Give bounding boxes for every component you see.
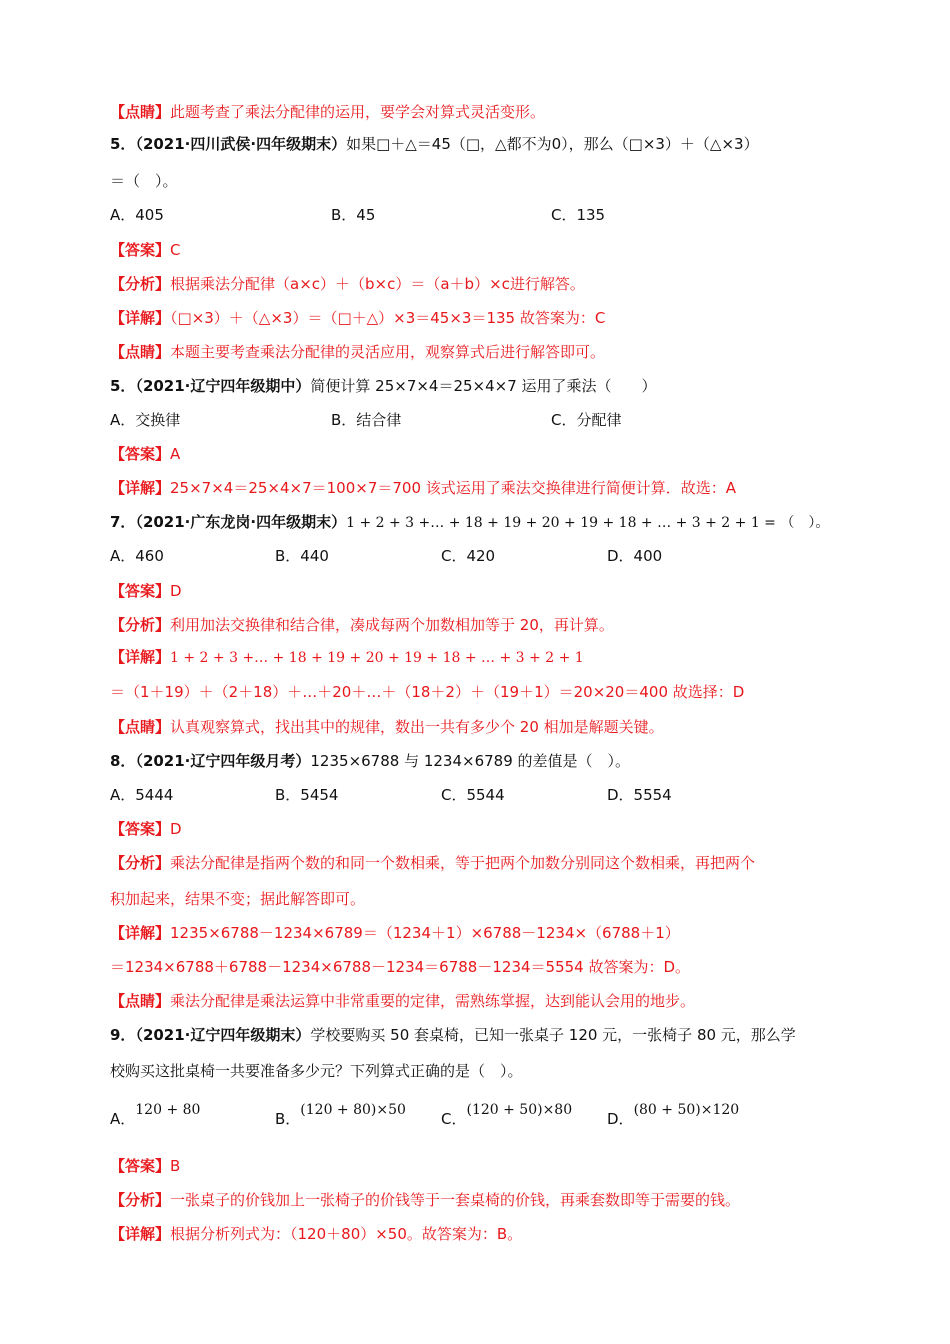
q7-answer-line <box>110 580 850 602</box>
q5a-answer-line <box>110 239 850 261</box>
q8-fenxi-line1 <box>110 852 850 874</box>
q9-fenxi: 一张桌子的价钱加上一张椅子的价钱等于一套桌椅的价钱，再乘套数即等于需要的钱。 <box>170 1191 741 1209</box>
q5a-number: 5． <box>110 135 136 153</box>
q5a-xiangjie: （□×3）＋（△×3）＝（□＋△）×3＝45×3＝135 故答案为：C <box>170 309 606 327</box>
q5b-option-a: A．交换律 <box>110 411 181 429</box>
q5b-xiangjie-line <box>110 477 850 499</box>
q8-fenxi-tag: 【分析】 <box>110 854 171 872</box>
q5a-fenxi: 根据乘法分配律（a×c）＋（b×c）＝（a＋b）×c进行解答。 <box>170 275 585 293</box>
q7-source: （2021·广东龙岗·四年级期末） <box>135 513 347 531</box>
q7-option-c: C．420 <box>441 547 496 565</box>
q8-answer-line <box>110 818 850 840</box>
q7-dianjing: 认真观察算式，找出其中的规律，数出一共有多少个 20 相加是解题关键。 <box>170 718 664 736</box>
q9-stem1: 学校要购买 50 套桌椅，已知一张桌子 120 元，一张椅子 80 元，那么学 <box>310 1026 796 1044</box>
q8-answer-tag: 【答案】 <box>110 820 171 838</box>
q4-dianjing-tag: 【点睛】 <box>110 103 171 121</box>
q5b-number: 5． <box>110 377 136 395</box>
q8-answer: D <box>170 820 182 838</box>
q7-stem-line <box>110 511 850 534</box>
q9-xiangjie: 根据分析列式为：（120＋80）×50。故答案为：B。 <box>170 1225 523 1243</box>
q7-xiangjie-line1 <box>110 646 850 669</box>
q5a-xiangjie-line <box>110 307 850 329</box>
q9-answer: B <box>170 1157 181 1175</box>
q9-fenxi-tag: 【分析】 <box>110 1191 171 1209</box>
q7-xiangjie1: 1 + 2 + 3 +… + 18 + 19 + 20 + 19 + 18 + … + 3 + 2 + 1 <box>170 650 584 666</box>
q9-stem-line1 <box>110 1024 850 1046</box>
q5b-answer-tag: 【答案】 <box>110 445 171 463</box>
q8-fenxi-line2: 积加起来，结果不变；据此解答即可。 <box>110 890 366 908</box>
q7-fenxi-line <box>110 614 850 636</box>
q7-fenxi-tag: 【分析】 <box>110 616 171 634</box>
q9-option-c-label: C． <box>441 1110 467 1128</box>
q9-xiangjie-line <box>110 1223 850 1245</box>
q8-option-d: D．5554 <box>607 786 672 804</box>
q9-option-d-formula: (80 + 50)×120 <box>633 1102 740 1118</box>
q8-option-c: C．5544 <box>441 786 505 804</box>
q9-option-c-formula: (120 + 50)×80 <box>466 1102 573 1118</box>
q9-option-d <box>607 1102 740 1131</box>
q5b-stem-line <box>110 375 850 397</box>
q9-answer-tag: 【答案】 <box>110 1157 171 1175</box>
q7-option-d: D．400 <box>607 547 663 565</box>
q5a-fenxi-line <box>110 273 850 295</box>
q8-number: 8． <box>110 752 136 770</box>
q7-number: 7． <box>110 513 136 531</box>
q5a-answer-tag: 【答案】 <box>110 241 171 259</box>
q5a-option-a: A．405 <box>110 206 164 224</box>
q8-source: （2021·辽宁四年级月考） <box>135 752 311 770</box>
q8-dianjing: 乘法分配律是乘法运算中非常重要的定律，需熟练掌握，达到能认会用的地步。 <box>170 992 696 1010</box>
q7-xiangjie-tag: 【详解】 <box>110 648 171 666</box>
q8-fenxi1: 乘法分配律是指两个数的和同一个数相乘，等于把两个加数分别同这个数相乘，再把两个 <box>170 854 756 872</box>
q8-stem-line <box>110 750 850 772</box>
q9-option-d-label: D． <box>607 1110 634 1128</box>
q8-stem: 1235×6788 与 1234×6789 的差值是（ ）。 <box>310 752 631 770</box>
q5a-answer: C <box>170 241 181 259</box>
q5a-stem-line2: ＝（ ）。 <box>110 172 178 190</box>
q5b-option-b: B．结合律 <box>331 411 402 429</box>
q5b-answer: A <box>170 445 181 463</box>
q9-source: （2021·辽宁四年级期末） <box>135 1026 311 1044</box>
q5b-xiangjie: 25×7×4＝25×4×7＝100×7＝700 该式运用了乘法交换律进行简便计算．故选：A <box>170 479 737 497</box>
q7-option-b: B．440 <box>275 547 329 565</box>
q5a-fenxi-tag: 【分析】 <box>110 275 171 293</box>
q8-xiangjie1: 1235×6788－1234×6789＝（1234＋1）×6788－1234×（6788＋1） <box>170 924 680 942</box>
q5b-answer-line <box>110 443 850 465</box>
q8-option-a: A．5444 <box>110 786 174 804</box>
q8-xiangjie-tag: 【详解】 <box>110 924 171 942</box>
q8-xiangjie-line1 <box>110 922 850 944</box>
q9-stem-line2: 校购买这批桌椅一共要准备多少元？下列算式正确的是（ ）。 <box>110 1062 523 1080</box>
q5a-option-c: C．135 <box>551 206 606 224</box>
q5b-option-c: C．分配律 <box>551 411 622 429</box>
q9-option-a <box>110 1102 201 1131</box>
q5a-dianjing: 本题主要考查乘法分配律的灵活应用，观察算式后进行解答即可。 <box>170 343 606 361</box>
q5a-dianjing-tag: 【点睛】 <box>110 343 171 361</box>
q8-dianjing-line <box>110 990 850 1012</box>
q5a-dianjing-line <box>110 341 850 363</box>
q8-option-b: B．5454 <box>275 786 339 804</box>
q5a-option-b: B．45 <box>331 206 376 224</box>
q7-fenxi: 利用加法交换律和结合律，凑成每两个加数相加等于 20，再计算。 <box>170 616 614 634</box>
q5b-stem: 简便计算 25×7×4＝25×4×7 运用了乘法（ ） <box>310 377 657 395</box>
q5a-xiangjie-tag: 【详解】 <box>110 309 171 327</box>
q9-option-b-label: B． <box>275 1110 301 1128</box>
q4-dianjing-line <box>110 101 850 123</box>
q9-number: 9． <box>110 1026 136 1044</box>
q9-option-c <box>441 1102 573 1131</box>
q9-xiangjie-tag: 【详解】 <box>110 1225 171 1243</box>
q7-dianjing-line <box>110 716 850 738</box>
q5a-source: （2021·四川武侯·四年级期末） <box>135 135 347 153</box>
q9-option-b <box>275 1102 406 1131</box>
q7-answer: D <box>170 582 182 600</box>
q7-option-a: A．460 <box>110 547 164 565</box>
q8-xiangjie-line2: ＝1234×6788＋6788－1234×6788－1234＝6788－1234＝5554 故答案为：D。 <box>110 958 691 976</box>
q9-answer-line <box>110 1155 850 1177</box>
q8-dianjing-tag: 【点睛】 <box>110 992 171 1010</box>
q7-stem: 1 + 2 + 3 +… + 18 + 19 + 20 + 19 + 18 + … + 3 + 2 + 1 = （ ）。 <box>346 515 830 531</box>
q4-dianjing-text: 此题考查了乘法分配律的运用，要学会对算式灵活变形。 <box>170 103 546 121</box>
q9-option-a-label: A． <box>110 1110 136 1128</box>
q5b-source: （2021·辽宁四年级期中） <box>135 377 311 395</box>
q5a-stem-line1 <box>110 133 850 155</box>
q9-option-a-formula: 120 + 80 <box>135 1102 201 1118</box>
q9-fenxi-line <box>110 1189 850 1211</box>
q7-xiangjie-line2: ＝（1＋19）＋（2＋18）＋…＋20＋…＋（18＋2）＋（19＋1）＝20×20＝400 故选择：D <box>110 683 745 701</box>
q7-dianjing-tag: 【点睛】 <box>110 718 171 736</box>
q5b-xiangjie-tag: 【详解】 <box>110 479 171 497</box>
q9-option-b-formula: (120 + 80)×50 <box>300 1102 406 1118</box>
q5a-stem1: 如果□＋△＝45（□，△都不为0），那么（□×3）＋（△×3） <box>346 135 759 153</box>
q7-answer-tag: 【答案】 <box>110 582 171 600</box>
